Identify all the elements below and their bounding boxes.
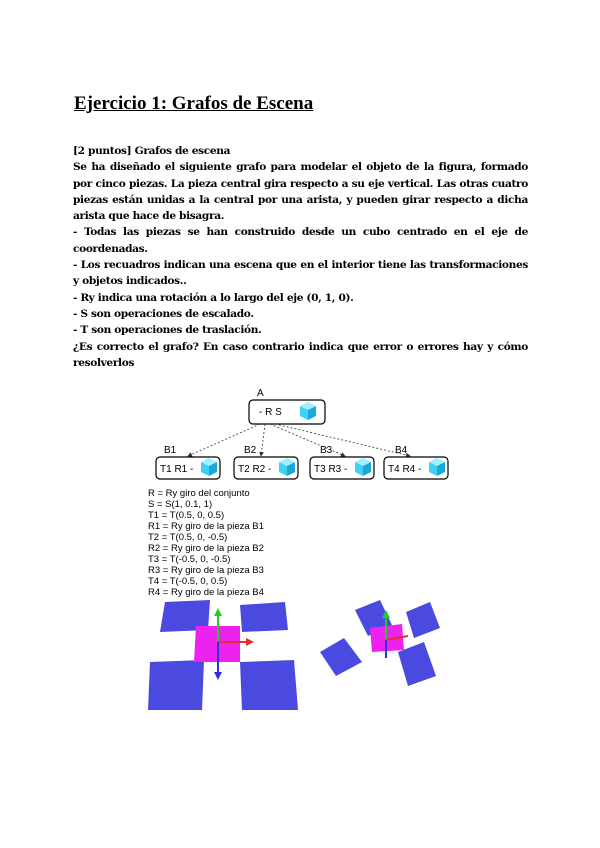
node-a-label: - R S — [259, 407, 282, 418]
question: ¿Es correcto el grafo? En caso contrario indica que error o errores hay y cómo resolverlos — [73, 340, 528, 369]
bullet-boxes: - Los recuadros indican una escena que en el interior tiene las transformaciones y objetos indicados.. — [73, 259, 528, 288]
legend-line: R = Ry giro del conjunto — [148, 488, 250, 499]
legend-line: R1 = Ry giro de la pieza B1 — [148, 521, 264, 532]
legend-line: S = S(1, 0.1, 1) — [148, 499, 213, 510]
node-a-name: A — [257, 388, 264, 399]
node-b4-label: T4 R4 - — [388, 464, 422, 475]
node-b1-name: B1 — [164, 445, 177, 456]
legend-line: T4 = T(-0.5, 0, 0.5) — [148, 576, 228, 587]
legend-line: R2 = Ry giro de la pieza B2 — [148, 543, 264, 554]
graph-edges — [188, 424, 410, 456]
bullet-pieces: - Todas las piezas se han construido desde un cubo centrado en el eje de coordenadas. — [73, 226, 528, 255]
points-heading: [2 puntos] Grafos de escena — [73, 145, 231, 157]
render-flat-view — [148, 600, 298, 710]
node-b2-label: T2 R2 - — [238, 464, 272, 475]
bullet-t: - T son operaciones de traslación. — [73, 324, 262, 337]
node-b1 — [156, 445, 220, 479]
scene-graph-figure — [130, 380, 460, 720]
legend-line: T1 = T(0.5, 0, 0.5) — [148, 510, 225, 521]
legend-line: T3 = T(-0.5, 0, -0.5) — [148, 554, 231, 565]
transform-legend — [148, 488, 264, 598]
node-b3 — [310, 445, 374, 479]
legend-line: R4 = Ry giro de la pieza B4 — [148, 587, 264, 598]
node-b1-label: T1 R1 - — [160, 464, 194, 475]
render-rotated-view — [320, 600, 440, 686]
node-b2 — [234, 445, 298, 479]
bullet-s: - S son operaciones de escalado. — [73, 307, 254, 320]
legend-line: T2 = T(0.5, 0, -0.5) — [148, 532, 228, 543]
node-b4 — [384, 445, 448, 479]
node-b3-label: T3 R3 - — [314, 464, 348, 475]
exercise-title: Ejercicio 1: Grafos de Escena — [74, 93, 314, 114]
exercise-statement — [73, 143, 528, 371]
bullet-ry: - Ry indica una rotación a lo largo del eje (0, 1, 0). — [73, 291, 354, 304]
node-b2-name: B2 — [244, 445, 257, 456]
node-b3-name: B3 — [320, 445, 333, 456]
node-b4-name: B4 — [395, 445, 408, 456]
description-paragraph: Se ha diseñado el siguiente grafo para modelar el objeto de la figura, formado por cinco piezas. La pieza central gira respecto a su eje vertical. Las otras cuatro piezas están unidas a la central por una arista, y pueden girar respecto a dicha arista que hace de bisagra. — [73, 161, 528, 223]
legend-line: R3 = Ry giro de la pieza B3 — [148, 565, 264, 576]
